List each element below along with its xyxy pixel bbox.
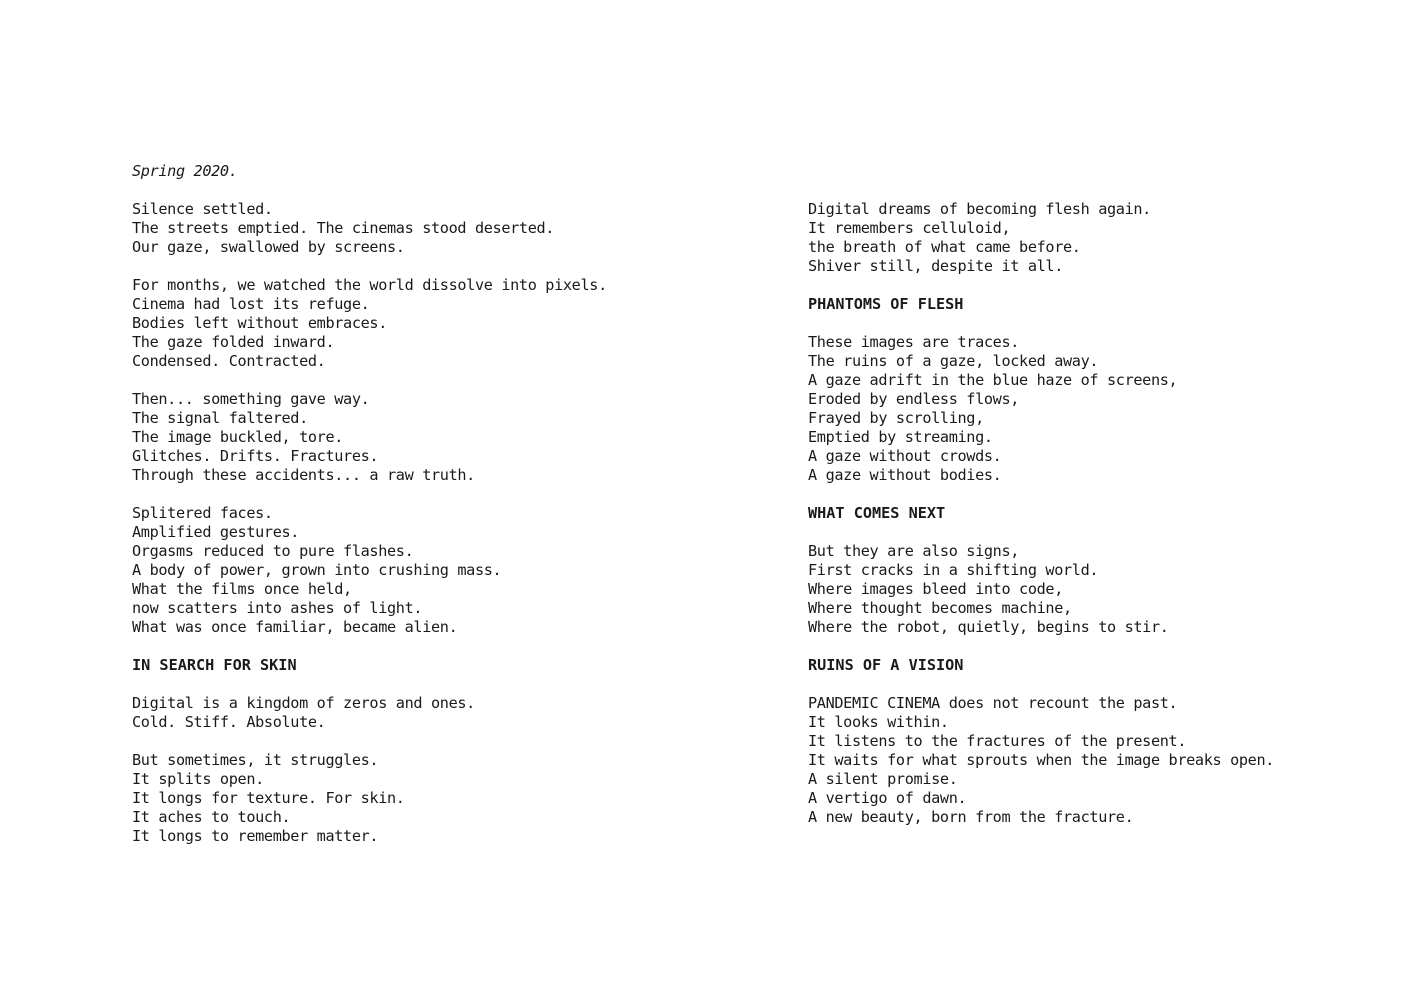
stanza-gap	[808, 675, 1388, 694]
section-heading-ruins-of-a-vision: RUINS OF A VISION	[808, 656, 964, 674]
poem-line: Frayed by scrolling,	[808, 409, 984, 427]
poem-line: Where images bleed into code,	[808, 580, 1064, 598]
poem-line: A silent promise.	[808, 770, 958, 788]
poem-line: But sometimes, it struggles.	[132, 751, 379, 769]
stanza-gap	[132, 637, 692, 656]
stanza-gap	[808, 523, 1388, 542]
stanza-gap	[132, 371, 692, 390]
poem-line: It longs to remember matter.	[132, 827, 379, 845]
right-text-column	[808, 200, 1388, 827]
poem-line: Emptied by streaming.	[808, 428, 993, 446]
date-line: Spring 2020.	[132, 162, 238, 180]
stanza-traces	[808, 333, 1388, 485]
section-heading-what-comes-next: WHAT COMES NEXT	[808, 504, 946, 522]
stanza-dreams	[808, 200, 1388, 276]
stanza-gap	[132, 732, 692, 751]
poem-line: What the films once held,	[132, 580, 352, 598]
poem-line: A gaze without bodies.	[808, 466, 1002, 484]
poem-line: It aches to touch.	[132, 808, 291, 826]
poem-line: Amplified gestures.	[132, 523, 300, 541]
poem-line: A body of power, grown into crushing mass.	[132, 561, 502, 579]
stanza-kingdom	[132, 694, 692, 732]
stanza-struggles	[132, 751, 692, 846]
poem-line: Bodies left without embraces.	[132, 314, 388, 332]
stanza-gap	[808, 276, 1388, 295]
poem-line: The signal faltered.	[132, 409, 308, 427]
poem-line: The gaze folded inward.	[132, 333, 335, 351]
poem-line: PANDEMIC CINEMA does not recount the past.	[808, 694, 1178, 712]
poem-line: Our gaze, swallowed by screens.	[132, 238, 405, 256]
stanza-gap	[132, 257, 692, 276]
poem-line: A vertigo of dawn.	[808, 789, 967, 807]
poem-line: It longs for texture. For skin.	[132, 789, 405, 807]
poem-line: It splits open.	[132, 770, 264, 788]
poem-line: Where the robot, quietly, begins to stir.	[808, 618, 1169, 636]
stanza-signs	[808, 542, 1388, 637]
poem-line: It listens to the fractures of the present.	[808, 732, 1187, 750]
left-text-column	[132, 162, 692, 846]
poem-line: It waits for what sprouts when the image breaks open.	[808, 751, 1275, 769]
stanza-gap	[808, 314, 1388, 333]
poem-line: Through these accidents... a raw truth.	[132, 466, 475, 484]
poem-line: It looks within.	[808, 713, 949, 731]
poem-line: Cinema had lost its refuge.	[132, 295, 370, 313]
poem-line: The ruins of a gaze, locked away.	[808, 352, 1099, 370]
poem-line: First cracks in a shifting world.	[808, 561, 1099, 579]
poem-line: It remembers celluloid,	[808, 219, 1011, 237]
poem-line: The image buckled, tore.	[132, 428, 344, 446]
poem-line: Condensed. Contracted.	[132, 352, 326, 370]
stanza-gap	[132, 181, 692, 200]
section-heading-phantoms-of-flesh: PHANTOMS OF FLESH	[808, 295, 964, 313]
poem-line: A gaze without crowds.	[808, 447, 1002, 465]
stanza-faces	[132, 504, 692, 637]
poem-line: now scatters into ashes of light.	[132, 599, 423, 617]
stanza-gave-way	[132, 390, 692, 485]
poem-line: Then... something gave way.	[132, 390, 370, 408]
poem-line: A gaze adrift in the blue haze of screens,	[808, 371, 1178, 389]
poem-line: Shiver still, despite it all.	[808, 257, 1064, 275]
poem-line: Orgasms reduced to pure flashes.	[132, 542, 414, 560]
poem-line: Eroded by endless flows,	[808, 390, 1020, 408]
stanza-gap	[132, 485, 692, 504]
poem-line: A new beauty, born from the fracture.	[808, 808, 1134, 826]
poem-line: What was once familiar, became alien.	[132, 618, 458, 636]
poem-line: The streets emptied. The cinemas stood deserted.	[132, 219, 555, 237]
poem-line: Where thought becomes machine,	[808, 599, 1072, 617]
section-heading-in-search-for-skin: IN SEARCH FOR SKIN	[132, 656, 297, 674]
poem-line: Splitered faces.	[132, 504, 273, 522]
stanza-months	[132, 276, 692, 371]
stanza-gap	[808, 637, 1388, 656]
poem-line: Silence settled.	[132, 200, 273, 218]
poem-line: But they are also signs,	[808, 542, 1020, 560]
poem-line: Digital is a kingdom of zeros and ones.	[132, 694, 475, 712]
stanza-pandemic-cinema	[808, 694, 1388, 827]
poem-line: Cold. Stiff. Absolute.	[132, 713, 326, 731]
poem-line: For months, we watched the world dissolve into pixels.	[132, 276, 607, 294]
stanza-gap	[132, 675, 692, 694]
stanza-gap	[808, 485, 1388, 504]
stanza-silence	[132, 200, 692, 257]
poem-line: Digital dreams of becoming flesh again.	[808, 200, 1151, 218]
poem-line: These images are traces.	[808, 333, 1020, 351]
poem-line: the breath of what came before.	[808, 238, 1081, 256]
poem-line: Glitches. Drifts. Fractures.	[132, 447, 379, 465]
